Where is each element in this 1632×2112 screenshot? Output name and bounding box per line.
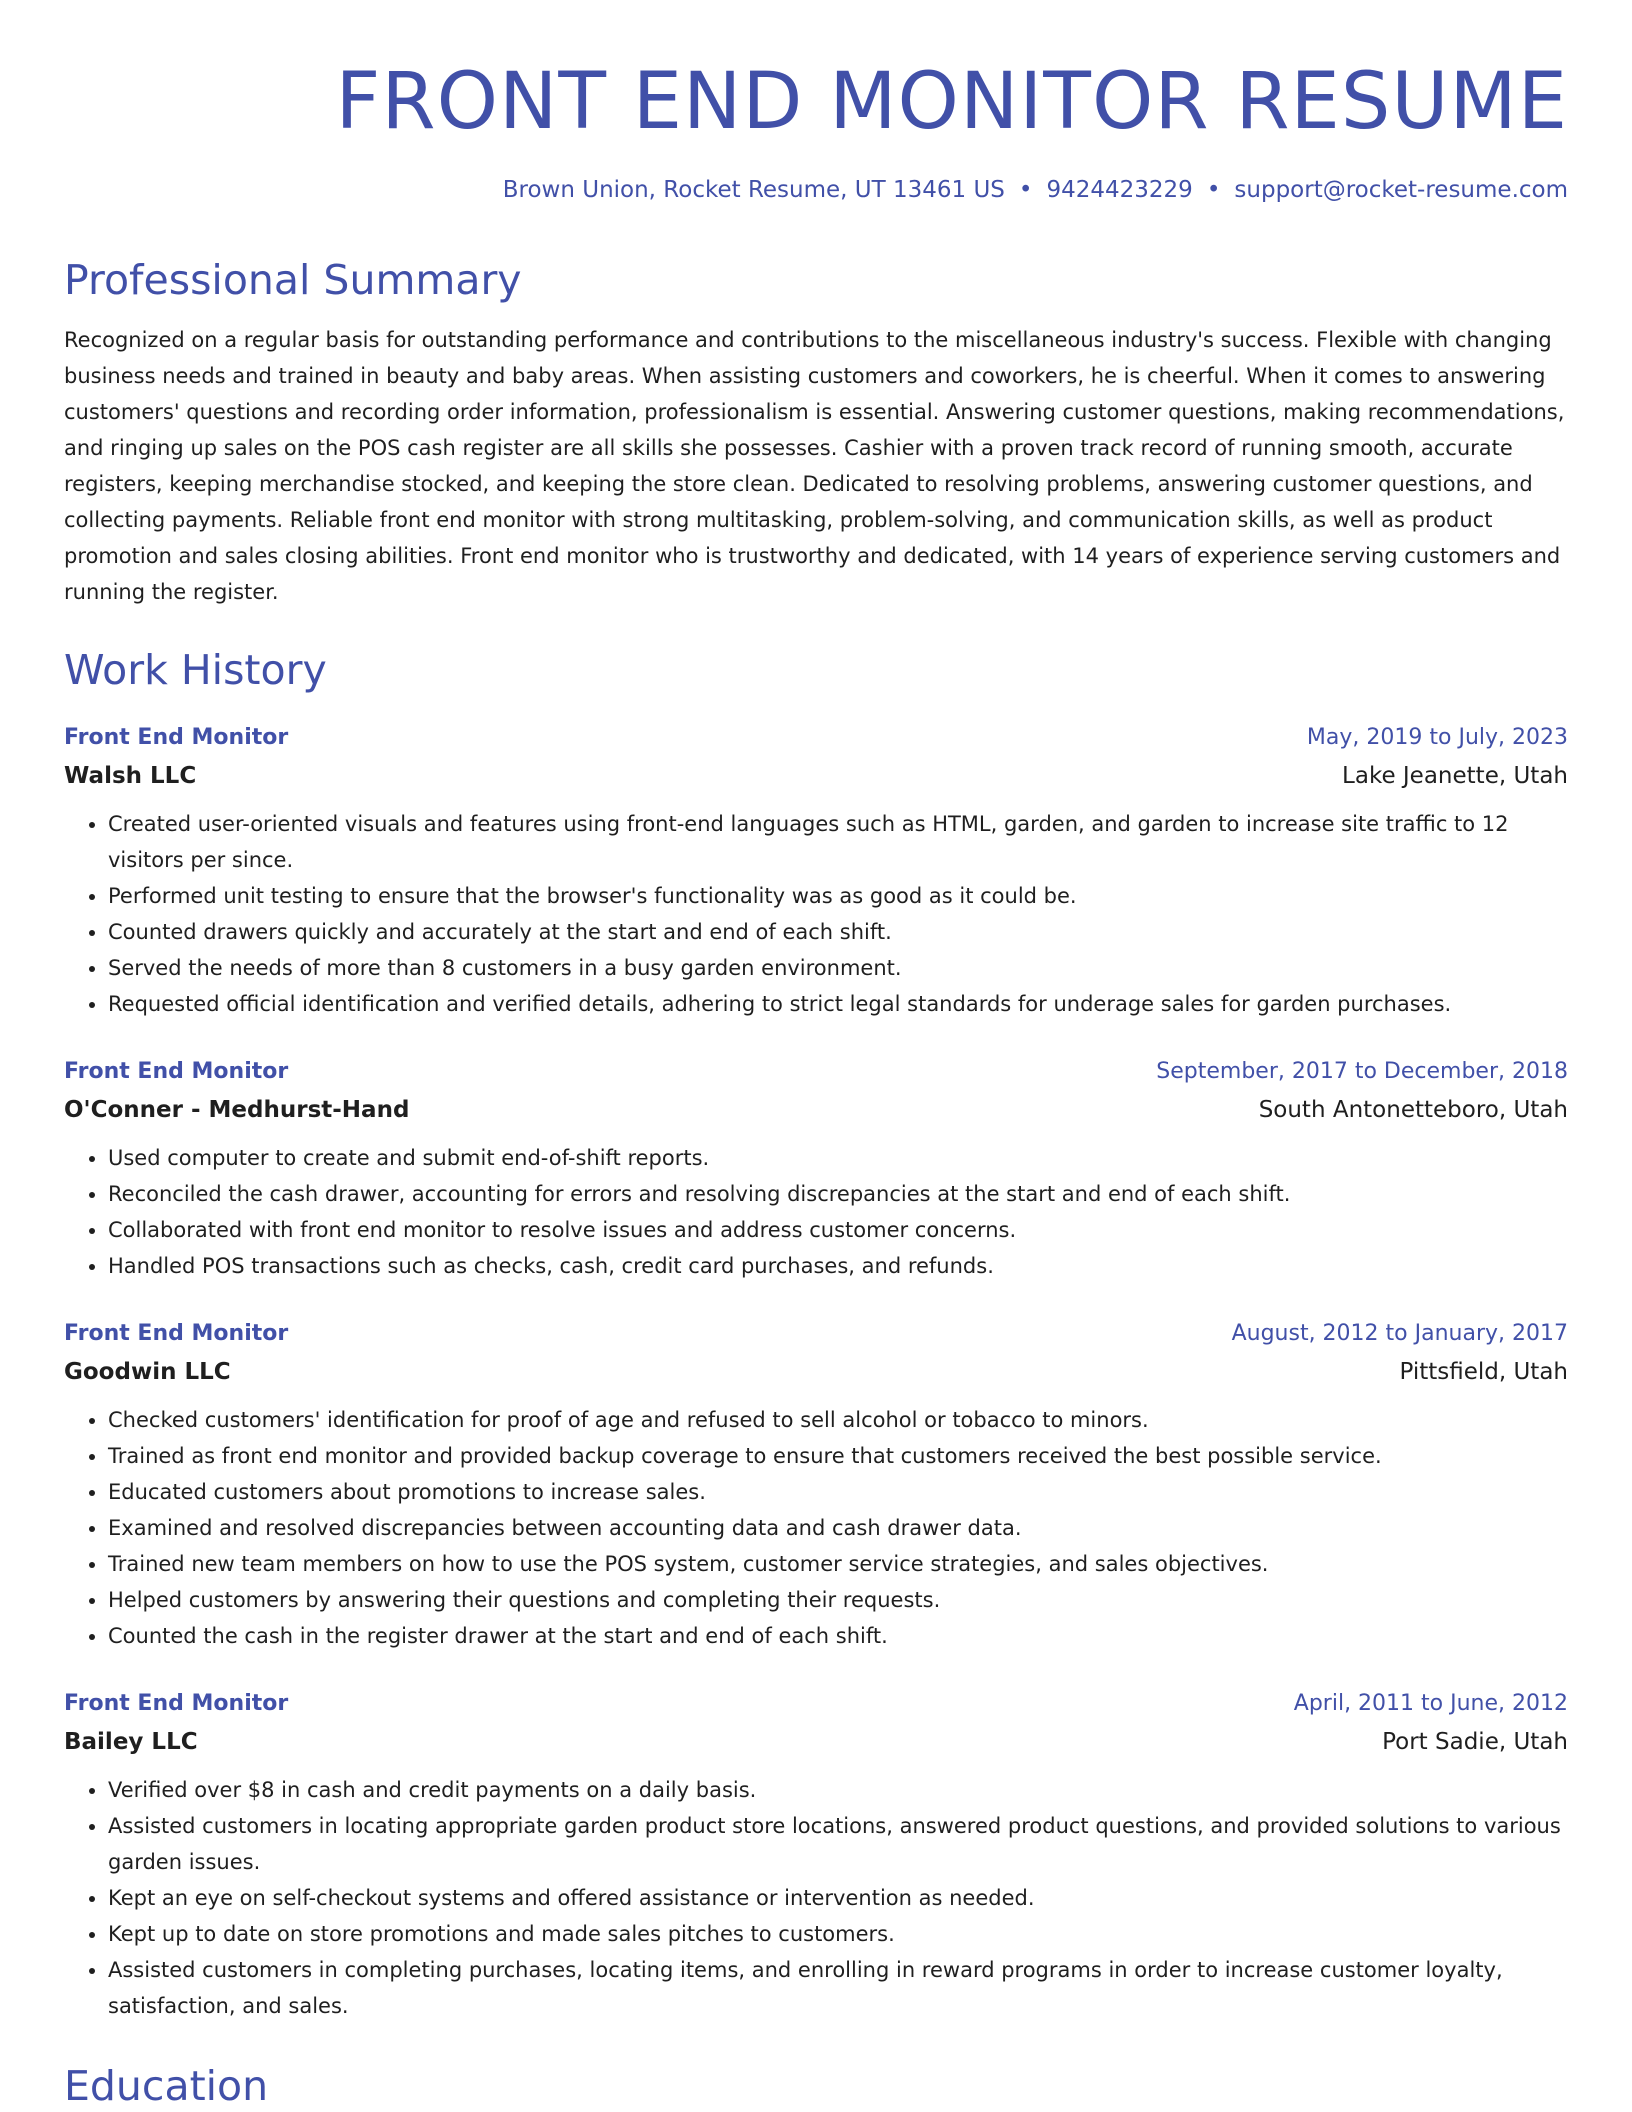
contact-phone: 9424423229 bbox=[1046, 177, 1193, 203]
job-bullet: • Kept an eye on self-checkout systems and offered assistance or intervention as needed. bbox=[108, 1880, 1568, 1916]
job-bullet: • Verified over $8 in cash and credit payments on a daily basis. bbox=[108, 1772, 1568, 1808]
job-location: Pittsfield, Utah bbox=[1399, 1359, 1568, 1385]
education-heading: Education bbox=[64, 2062, 269, 2110]
contact-line bbox=[64, 174, 1568, 206]
job-bullet: • Counted the cash in the register drawer at the start and end of each shift. bbox=[108, 1618, 1568, 1654]
job-location: South Antonetteboro, Utah bbox=[1258, 1097, 1568, 1123]
job-bullet: • Trained new team members on how to use the POS system, customer service strategies, and sales objectives. bbox=[108, 1546, 1568, 1582]
job-bullet: • Helped customers by answering their questions and completing their requests. bbox=[108, 1582, 1568, 1618]
job-bullets bbox=[64, 1140, 1568, 1284]
summary-heading: Professional Summary bbox=[64, 256, 522, 304]
job-bullet: • Reconciled the cash drawer, accounting for errors and resolving discrepancies at the start and end of each shift. bbox=[108, 1176, 1568, 1212]
work-history-list bbox=[64, 720, 1568, 2024]
job-company: O'Conner - Medhurst-Hand bbox=[64, 1097, 410, 1123]
job-company: Goodwin LLC bbox=[64, 1359, 231, 1385]
job-bullets bbox=[64, 1772, 1568, 2024]
job-dates: August, 2012 to January, 2017 bbox=[1231, 1321, 1568, 1346]
job-title-row bbox=[64, 720, 1568, 756]
job-entry bbox=[64, 1686, 1568, 2024]
job-bullet: • Requested official identification and verified details, adhering to strict legal standards for underage sales for garden purchases. bbox=[108, 986, 1568, 1022]
job-bullet: • Counted drawers quickly and accurately at the start and end of each shift. bbox=[108, 914, 1568, 950]
job-bullet: • Checked customers' identification for proof of age and refused to sell alcohol or tobacco to minors. bbox=[108, 1402, 1568, 1438]
job-entry bbox=[64, 1316, 1568, 1654]
contact-separator: • bbox=[1018, 177, 1033, 203]
job-bullet: • Served the needs of more than 8 customers in a busy garden environment. bbox=[108, 950, 1568, 986]
job-bullet: • Assisted customers in completing purchases, locating items, and enrolling in reward programs in order to increase customer loyalty, satisfaction, and sales. bbox=[108, 1952, 1568, 2024]
job-dates: September, 2017 to December, 2018 bbox=[1156, 1059, 1568, 1084]
job-bullet: • Collaborated with front end monitor to resolve issues and address customer concerns. bbox=[108, 1212, 1568, 1248]
job-company-row bbox=[64, 1352, 1568, 1392]
job-bullet: • Assisted customers in locating appropriate garden product store locations, answered product questions, and provided solutions to various garden issues. bbox=[108, 1808, 1568, 1880]
job-bullet: • Handled POS transactions such as checks, cash, credit card purchases, and refunds. bbox=[108, 1248, 1568, 1284]
work-history-heading: Work History bbox=[64, 646, 327, 694]
contact-email: support@rocket-resume.com bbox=[1234, 177, 1568, 203]
job-location: Lake Jeanette, Utah bbox=[1342, 763, 1568, 789]
job-title-row bbox=[64, 1686, 1568, 1722]
job-bullet: • Trained as front end monitor and provided backup coverage to ensure that customers received the best possible service. bbox=[108, 1438, 1568, 1474]
job-bullet: • Examined and resolved discrepancies between accounting data and cash drawer data. bbox=[108, 1510, 1568, 1546]
job-bullet: • Educated customers about promotions to increase sales. bbox=[108, 1474, 1568, 1510]
job-title-row bbox=[64, 1316, 1568, 1352]
job-bullet: • Performed unit testing to ensure that the browser's functionality was as good as it could be. bbox=[108, 878, 1568, 914]
job-entry bbox=[64, 1054, 1568, 1284]
job-dates: April, 2011 to June, 2012 bbox=[1293, 1691, 1568, 1716]
job-company-row bbox=[64, 756, 1568, 796]
job-location: Port Sadie, Utah bbox=[1382, 1729, 1568, 1755]
summary-text: Recognized on a regular basis for outstanding performance and contributions to the miscellaneous industry's success. Flexible with changing business needs and trained in beauty and baby areas. When assisting customers and coworkers, he is cheerful. When it comes to answering customers' questions and recording order information, professionalism is essential. Answering customer questions, making recommendations, and ringing up sales on the POS cash register are all skills she possesses. Cashier with a proven track record of running smooth, accurate registers, keeping merchandise stocked, and keeping the store clean. Dedicated to resolving problems, answering customer questions, and collecting payments. Reliable front end monitor with strong multitasking, problem-solving, and communication skills, as well as product promotion and sales closing abilities. Front end monitor who is trustworthy and dedicated, with 14 years of experience serving customers and running the register. bbox=[64, 328, 1565, 604]
resume-name: FRONT END MONITOR RESUME bbox=[335, 57, 1568, 147]
job-title: Front End Monitor bbox=[64, 1321, 289, 1346]
job-title: Front End Monitor bbox=[64, 725, 289, 750]
job-bullet: • Created user-oriented visuals and features using front-end languages such as HTML, garden, and garden to increase site traffic to 12 visitors per since. bbox=[108, 806, 1568, 878]
job-company: Bailey LLC bbox=[64, 1729, 198, 1755]
job-bullets bbox=[64, 1402, 1568, 1654]
contact-address: Brown Union, Rocket Resume, UT 13461 US bbox=[502, 177, 1005, 203]
job-company-row bbox=[64, 1090, 1568, 1130]
job-bullet: • Kept up to date on store promotions and made sales pitches to customers. bbox=[108, 1916, 1568, 1952]
job-company-row bbox=[64, 1722, 1568, 1762]
job-entry bbox=[64, 720, 1568, 1022]
contact-separator: • bbox=[1206, 177, 1221, 203]
job-bullets bbox=[64, 806, 1568, 1022]
job-title: Front End Monitor bbox=[64, 1691, 289, 1716]
job-company: Walsh LLC bbox=[64, 763, 197, 789]
job-bullet: • Used computer to create and submit end-of-shift reports. bbox=[108, 1140, 1568, 1176]
job-title: Front End Monitor bbox=[64, 1059, 289, 1084]
job-dates: May, 2019 to July, 2023 bbox=[1306, 725, 1568, 750]
job-title-row bbox=[64, 1054, 1568, 1090]
